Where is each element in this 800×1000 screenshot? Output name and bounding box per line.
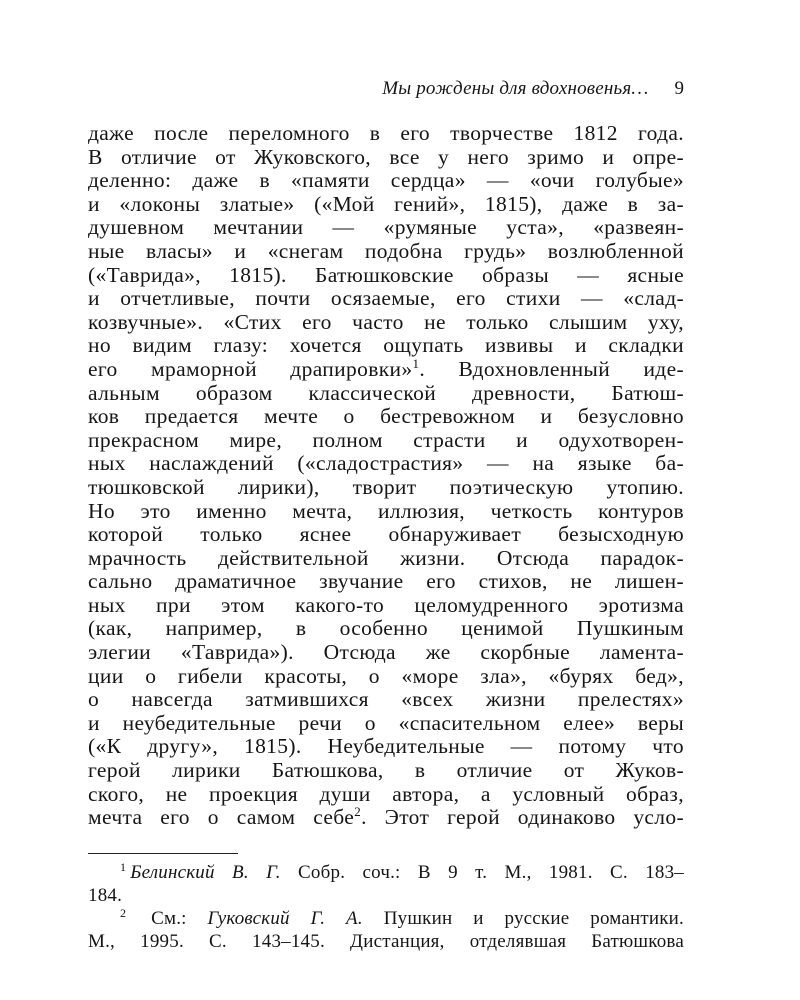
text-line: ков предается мечте о бестревожном и безусловно: [88, 405, 684, 429]
text-line: и отчетливые, почти осязаемые, его стихи — «слад-: [88, 287, 684, 311]
text-line: элегии «Таврида»). Отсюда же скорбные ламента-: [88, 641, 684, 665]
text-segment: его мраморной драпировки»: [88, 357, 413, 381]
text-line: ции о гибели красоты, о «море зла», «бурях бед»,: [88, 664, 684, 688]
text-line: о навсегда затмившихся «всех жизни прелестях»: [88, 688, 684, 712]
text-line: ных при этом какого-то целомудренного эротизма: [88, 593, 684, 617]
text-line: сально драматичное звучание его стихов, не лишен-: [88, 570, 684, 594]
footnote-1-author: Белинский В. Г.: [130, 861, 281, 883]
text-line: мрачность действительной жизни. Отсюда парадок-: [88, 546, 684, 570]
text-line: душевном мечтании — «румяные уста», «развеян-: [88, 216, 684, 240]
text-line: тюшковской лирики), творит поэтическую утопию.: [88, 475, 684, 499]
text-line-with-footnote-2: [88, 806, 684, 830]
footnotes: [88, 861, 684, 953]
footnote-2-prefix: См.:: [130, 907, 208, 929]
footnote-2: [88, 907, 684, 930]
text-line: герой лирики Батюшкова, в отличие от Жуков-: [88, 759, 684, 783]
text-line: и неубедительные речи о «спасительном елее» веры: [88, 711, 684, 735]
text-line: ского, не проекция души автора, а условный образ,: [88, 782, 684, 806]
text-line: и «локоны златые» («Мой гений», 1815), даже в за-: [88, 192, 684, 216]
text-segment: мечта его о самом себе: [88, 806, 355, 830]
footnote-2-number: 2: [120, 906, 127, 920]
text-line: ных наслаждений («сладострастия» — на языке ба-: [88, 452, 684, 476]
footnote-1-number: 1: [120, 860, 127, 874]
text-line: козвучные». «Стих его часто не только слышим уху,: [88, 310, 684, 334]
text-line: даже после переломного в его творчестве 1812 года.: [88, 122, 684, 145]
text-line: Но это именно мечта, иллюзия, четкость контуров: [88, 499, 684, 523]
footnote-divider: [88, 853, 238, 854]
running-title: Мы рождены для вдохновенья…: [382, 78, 649, 99]
text-line: («Таврида», 1815). Батюшковские образы — ясные: [88, 263, 684, 287]
text-line: но видим глазу: хочется ощупать извивы и складки: [88, 334, 684, 358]
page-number: 9: [674, 78, 684, 99]
book-page: [88, 78, 684, 953]
footnote-2-author: Гуковский Г. А.: [207, 907, 363, 929]
text-line: В отличие от Жуковского, все у него зримо и опре-: [88, 145, 684, 169]
footnote-2-text: Пушкин и русские романтики.: [362, 907, 684, 929]
text-line: альным образом классической древности, Батюш-: [88, 381, 684, 405]
footnote-1-text: Собр. соч.: В 9 т. М., 1981. С. 183–: [280, 861, 684, 883]
text-line: деленно: даже в «памяти сердца» — «очи голубые»: [88, 169, 684, 193]
footnote-1-continuation: 184.: [88, 884, 123, 906]
text-line: ные власы» и «снегам подобна грудь» возлюбленной: [88, 239, 684, 263]
text-line: («К другу», 1815). Неубедительные — потому что: [88, 735, 684, 759]
text-segment: . Вдохновленный иде-: [419, 357, 684, 381]
running-head: [88, 78, 684, 108]
text-line-with-footnote-1: [88, 358, 684, 382]
footnote-1: [88, 861, 684, 884]
footnote-mark-2[interactable]: 2: [354, 806, 362, 820]
text-line: (как, например, в особенно ценимой Пушкиным: [88, 617, 684, 641]
footnote-2-continuation: М., 1995. С. 143–145. Дистанция, отделявшая Батюшкова: [88, 930, 684, 952]
body-text: [88, 122, 684, 830]
text-line: которой только яснее обнаруживает безысходную: [88, 523, 684, 547]
text-segment: . Этот герой одинаково усло-: [361, 806, 684, 830]
text-line: прекрасном мире, полном страсти и одухотворен-: [88, 428, 684, 452]
footnote-mark-1[interactable]: 1: [412, 357, 420, 371]
